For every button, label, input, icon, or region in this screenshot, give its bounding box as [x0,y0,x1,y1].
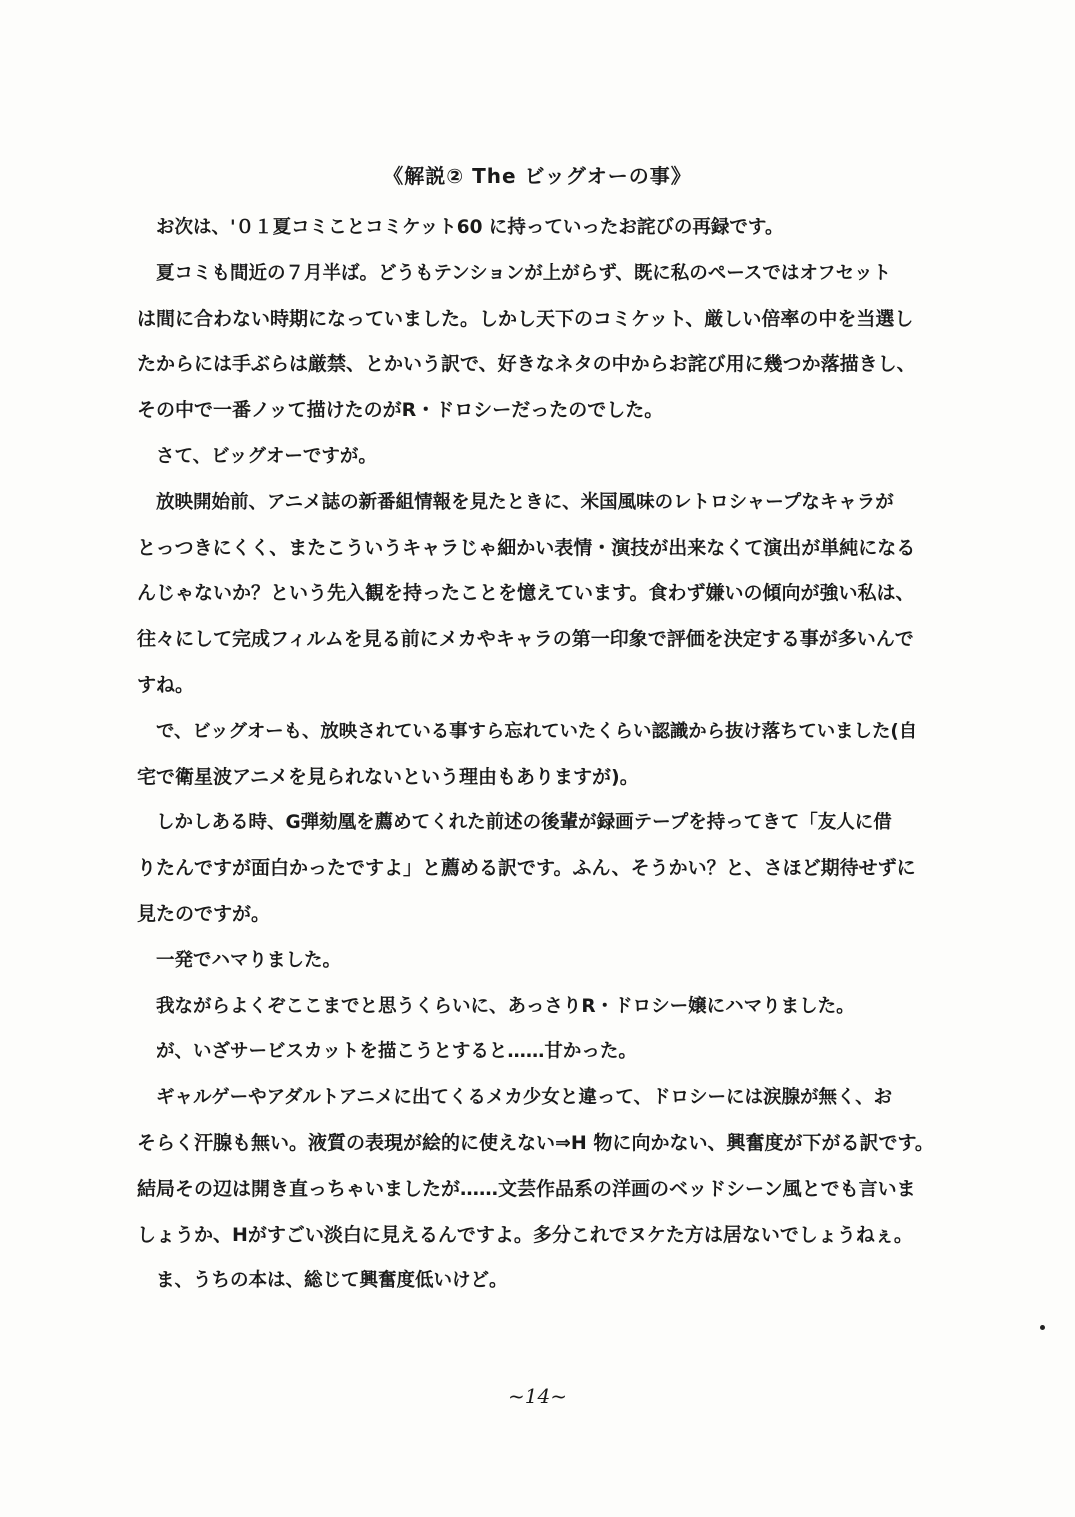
page-number: ~14~ [508,1384,567,1408]
scan-speck [1040,1325,1045,1330]
text-line: たからには手ぶらは厳禁、とかいう訳で、好きなネタの中からお詫び用に幾つか落描きし、 [137,353,916,376]
text-line: 往々にして完成フィルムを見る前にメカやキャラの第一印象で評価を決定する事が多いんで [137,628,914,651]
text-line: 放映開始前、アニメ誌の新番組情報を見たときに、米国風味のレトロシャープなキャラが [156,491,894,513]
text-line: 我ながらよくぞここまでと思うくらいに、あっさりR・ドロシー嬢にハマりました。 [156,995,855,1017]
text-line: で、ビッグオーも、放映されている事すら忘れていたくらい認識から抜け落ちていました(自 [156,720,918,742]
text-line: ギャルゲーやアダルトアニメに出てくるメカ少女と違って、ドロシーには涙腺が無く、お [156,1087,893,1109]
text-line: 宅で衛星波アニメを見られないという理由もありますが)。 [137,765,639,788]
body-text [137,205,937,1304]
text-line: しょうか、Hがすごい淡白に見えるんですよ。多分これでヌケた方は居ないでしょうねぇ。 [137,1223,913,1246]
text-line: そらく汗腺も無い。液質の表現が絵的に使えない⇒H 物に向かない、興奮度が下がる訳です。 [137,1131,934,1154]
text-line: んじゃないか？という先入観を持ったことを憶えています。食わず嫌いの傾向が強い私は、 [137,582,915,605]
text-line: は間に合わない時期になっていました。しかし天下のコミケット、厳しい倍率の中を当選し [137,307,914,330]
text-line: 一発でハマりました。 [156,949,342,971]
text-line: が、いざサービスカットを描こうとすると……甘かった。 [156,1041,637,1063]
text-line: しかしある時、G弾劾凰を薦めてくれた前述の後輩が録画テープを持ってきて「友人に借 [156,812,892,834]
text-line: 見たのですが。 [137,902,271,925]
text-line: お次は、'０１夏コミことコミケット60 に持っていったお詫びの再録です。 [156,217,784,238]
text-line: すね。 [137,673,195,696]
text-line: 結局その辺は開き直っちゃいましたが……文芸作品系の洋画のベッドシーン風とでも言いま [137,1177,916,1200]
section-title: 《解説② The ビッグオーの事》 [383,164,692,188]
text-line: ま、うちの本は、総じて興奮度低いけど。 [156,1270,508,1292]
text-line: その中で一番ノッて描けたのがR・ドロシーだったのでした。 [137,399,664,422]
text-line: さて、ビッグオーですが。 [156,445,377,467]
text-line: 夏コミも間近の７月半ば。どうもテンションが上がらず、既に私のペースではオフセット [156,262,892,284]
text-line: りたんですが面白かったですよ」と薦める訳です。ふん、そうかい？と、さほど期待せずに [137,857,916,880]
text-line: とっつきにくく、またこういうキャラじゃ細かい表情・演技が出来なくて演出が単純になる [137,536,916,559]
